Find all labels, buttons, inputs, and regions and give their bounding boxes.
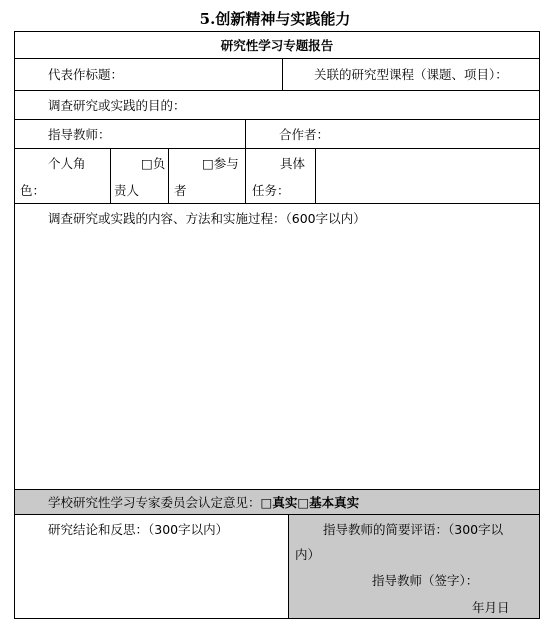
title-row	[15, 59, 539, 91]
section-title: 5.创新精神与实践能力	[199, 10, 351, 28]
advisor-comment-line1: 指导教师的简要评语：（300字以	[323, 522, 504, 537]
leader-option-line2: 责人	[114, 183, 140, 198]
task-label-line1: 具体	[280, 156, 306, 171]
collaborator-label: 合作者：	[279, 127, 330, 142]
committee-line	[48, 494, 359, 511]
advisor-row	[15, 120, 539, 149]
collaborator-cell[interactable]	[246, 120, 539, 148]
form-header: 研究性学习专题报告	[220, 38, 334, 53]
report-form	[14, 31, 540, 619]
committee-label: 学校研究性学习专家委员会认定意见：	[48, 495, 261, 510]
committee-row	[15, 490, 539, 515]
task-label-line2: 任务：	[252, 183, 290, 198]
participant-option-line2: 者	[174, 183, 187, 198]
advisor-comment-cell[interactable]	[289, 515, 539, 618]
leader-option[interactable]	[111, 149, 169, 203]
conclusion-row	[15, 515, 539, 618]
advisor-comment-line2: 内）	[295, 547, 321, 562]
content-row[interactable]	[15, 204, 539, 490]
role-row	[15, 149, 539, 204]
task-input[interactable]	[316, 149, 539, 203]
option-basic-true[interactable]: □基本真实	[297, 495, 360, 510]
participant-option-line1: □参与	[202, 156, 239, 171]
role-label-line2: 色：	[20, 183, 46, 198]
task-cell	[246, 149, 316, 203]
role-cell	[15, 149, 111, 203]
leader-option-line1: □负	[141, 156, 166, 171]
purpose-label: 调查研究或实践的目的：	[48, 98, 186, 113]
advisor-cell[interactable]	[15, 120, 246, 148]
role-label-line1: 个人角	[48, 156, 86, 171]
related-course-label: 关联的研究型课程（课题、项目）：	[314, 67, 508, 82]
date-label: 年月日	[472, 600, 510, 615]
option-true[interactable]: □真实	[260, 495, 298, 510]
content-label: 调查研究或实践的内容、方法和实施过程：（600字以内）	[48, 211, 366, 226]
advisor-label: 指导教师：	[48, 127, 111, 142]
rep-work-label: 代表作标题：	[48, 67, 124, 82]
purpose-row[interactable]	[15, 91, 539, 120]
signature-label: 指导教师（签字）：	[372, 573, 479, 588]
conclusion-cell[interactable]	[15, 515, 289, 618]
form-header-row	[15, 32, 539, 59]
related-course-cell[interactable]	[283, 59, 539, 90]
conclusion-label: 研究结论和反思：（300字以内）	[48, 522, 229, 537]
rep-work-cell[interactable]	[15, 59, 283, 90]
participant-option[interactable]	[169, 149, 246, 203]
